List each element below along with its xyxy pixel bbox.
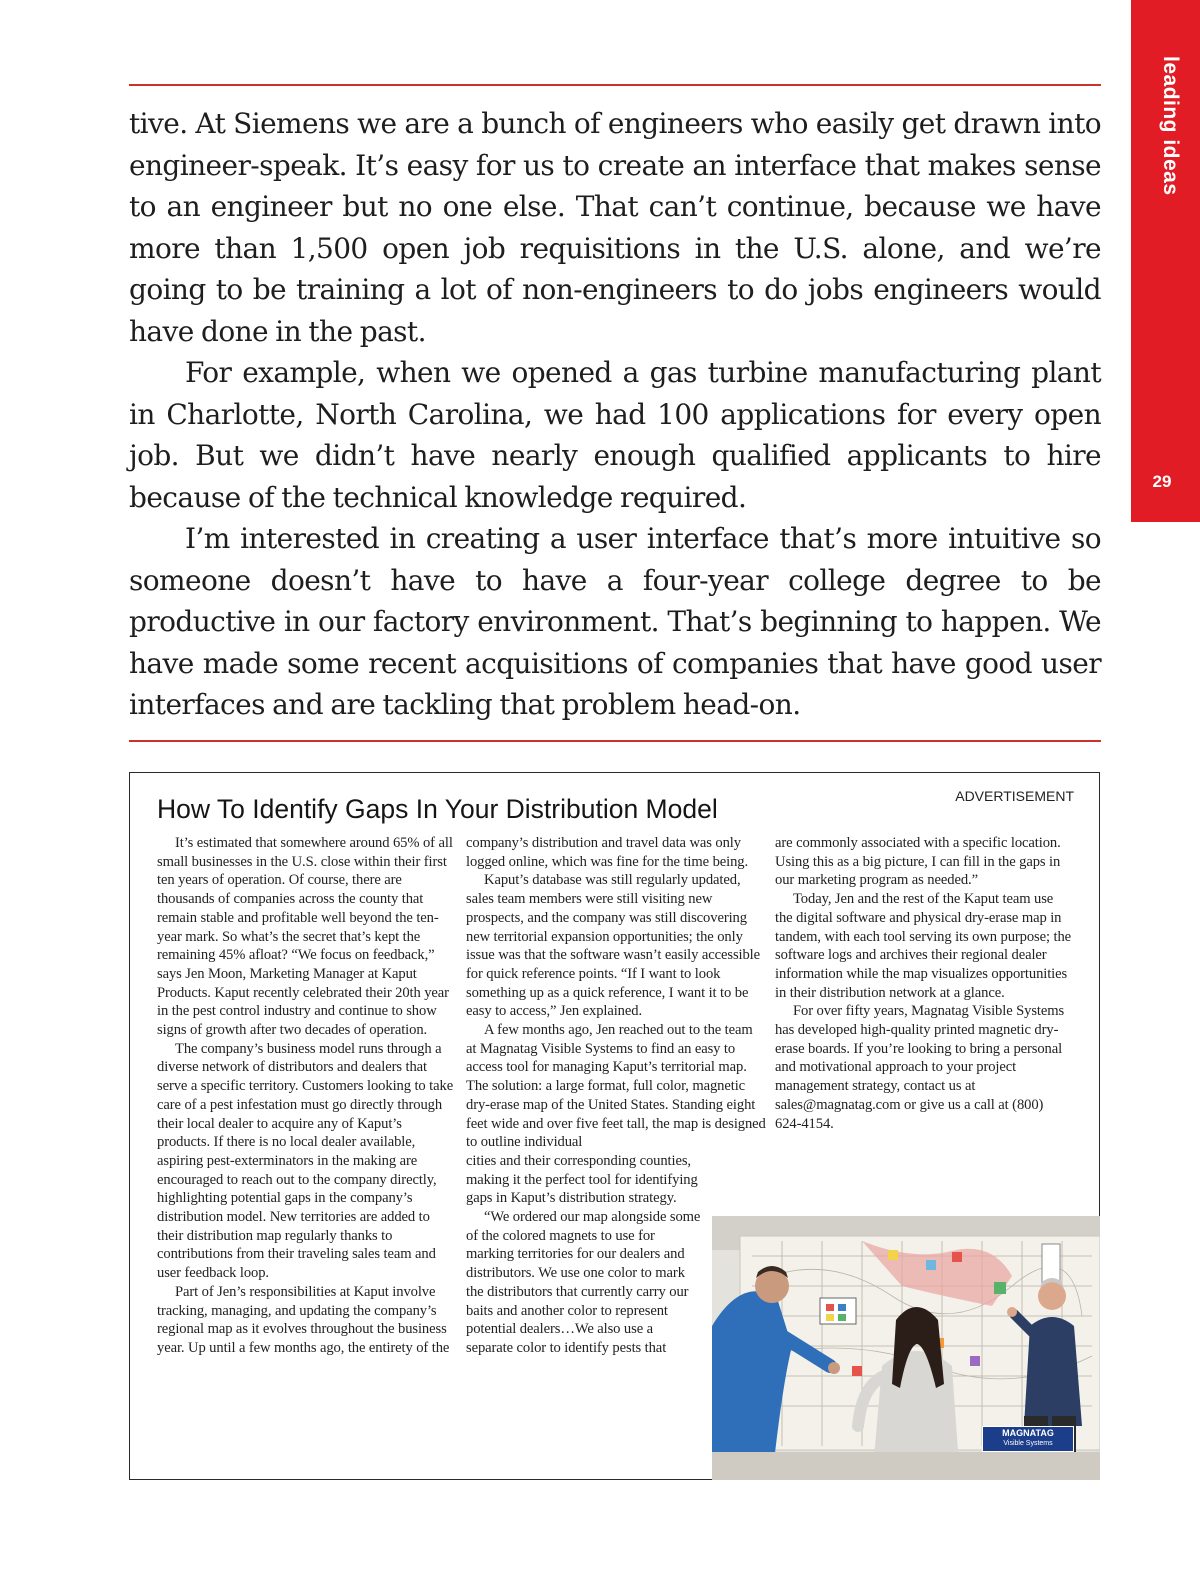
article-body <box>129 103 1101 726</box>
ad-paragraph: It’s estimated that somewhere around 65% of all small businesses in the U.S. close within their first ten years of operation. Of course, there are thousands of companies across the county that remain stable and profitable well beyond the ten-year mark. So what’s the secret that’s kept the remaining 45% afloat? “We focus on feedback,” says Jen Moon, Marketing Manager at Kaput Products. Kaput recently celebrated their 20th year in the pest control industry and continue to show signs of growth after two decades of operation. <box>157 835 453 1039</box>
ad-paragraph: company’s distribution and travel data was only logged online, which was fine for the time being. <box>466 835 749 870</box>
logo-brand-name: MAGNATAG <box>1002 1428 1054 1438</box>
ad-paragraph: Today, Jen and the rest of the Kaput team use the digital software and physical dry-erase map in tandem, with each tool serving its own purpose; the software logs and archives their regional dealer information while the map visualizes opportunities in their distribution network at a glance. <box>775 891 1072 1001</box>
magnatag-logo <box>982 1426 1074 1452</box>
article-paragraph: For example, when we opened a gas turbine manufacturing plant in Charlotte, North Carolina, we had 100 applications for every open job. But we didn’t have nearly enough qualified applicants to hire because of the technical knowledge required. <box>129 356 1101 514</box>
ad-paragraph: “We ordered our map alongside some of the colored magnets to use for marking territories for our dealers and distributors. We use one color to mark the distributors that currently carry our baits and another color to represent potential dealers…We also use a separate color to identify pests that <box>466 1209 701 1356</box>
page-number: 29 <box>1152 472 1172 491</box>
article-paragraph: tive. At Siemens we are a bunch of engineers who easily get drawn into engineer-speak. It’s easy for us to create an interface that makes sense to an engineer but no one else. That can’t continue, because we have more than 1,500 open job requisitions in the U.S. alone, and we’re going to be training a lot of non-engineers to do jobs engineers would have done in the past. <box>129 107 1101 348</box>
advertisement-title: How To Identify Gaps In Your Distribution Model <box>157 794 718 824</box>
ad-paragraph: For over fifty years, Magnatag Visible Systems has developed high-quality printed magnetic dry-erase boards. If you’re looking to bring a personal and motivational approach to your project management strategy, contact us at sales@magnatag.com or give us a call at (800) 624-4154. <box>775 1003 1065 1132</box>
top-rule <box>129 84 1101 86</box>
ad-paragraph: The company’s business model runs through a diverse network of distributors and dealers that serve a specific territory. Customers looking to take care of a pest infestation must go directly through their local dealer to acquire any of Kaput’s products. If there is no local dealer available, aspiring pest-exterminators in the making are encouraged to reach out to the company directly, highlighting potential gaps in the company’s distribution model. New territories are added to their distribution map regularly thanks to contributions from their traveling sales team and user feedback loop. <box>157 1040 454 1282</box>
ad-paragraph: are commonly associated with a specific location. Using this as a big picture, I can fill in the gaps in our marketing program as needed.” <box>775 835 1061 889</box>
ad-paragraph: A few months ago, Jen reached out to the team at Magnatag Visible Systems to find an easy to access tool for managing Kaput’s territorial map. The solution: a large format, full color, magnetic dry-erase map of the United States. Standing eight feet wide and over five feet tall, the map is designed to outline individual <box>466 1022 766 1151</box>
logo-tagline: Visible Systems <box>1003 1440 1053 1447</box>
ad-paragraph: cities and their corresponding counties, making it the perfect tool for identifying gaps in Kaput’s distribution strategy. <box>466 1152 698 1207</box>
section-divider <box>129 740 1101 742</box>
advertisement-label: ADVERTISEMENT <box>955 788 1074 804</box>
ad-column-3 <box>775 834 1073 1133</box>
ad-column-2-narrow <box>466 1152 702 1358</box>
ad-paragraph: Kaput’s database was still regularly updated, sales team members were still visiting new prospects, and the company was still discovering new territorial expansion opportunities; the only issue was that the software wasn’t easily accessible for quick reference points. “If I want to look something up as a quick reference, I want it to be easy to access,” Jen explained. <box>466 872 761 1020</box>
ad-column-1 <box>157 834 455 1358</box>
section-label: leading ideas <box>1159 56 1182 196</box>
article-paragraph: I’m interested in creating a user interface that’s more intuitive so someone doesn’t have to have a four-year college degree to be productive in our factory environment. That’s beginning to happen. We have made some recent acquisitions of companies that have good user interfaces and are tackling that problem head-on. <box>129 522 1101 721</box>
ad-paragraph: Part of Jen’s responsibilities at Kaput involve tracking, managing, and updating the company’s regional map as it evolves throughout the business year. Up until a few months ago, the entirety of the <box>157 1283 450 1356</box>
